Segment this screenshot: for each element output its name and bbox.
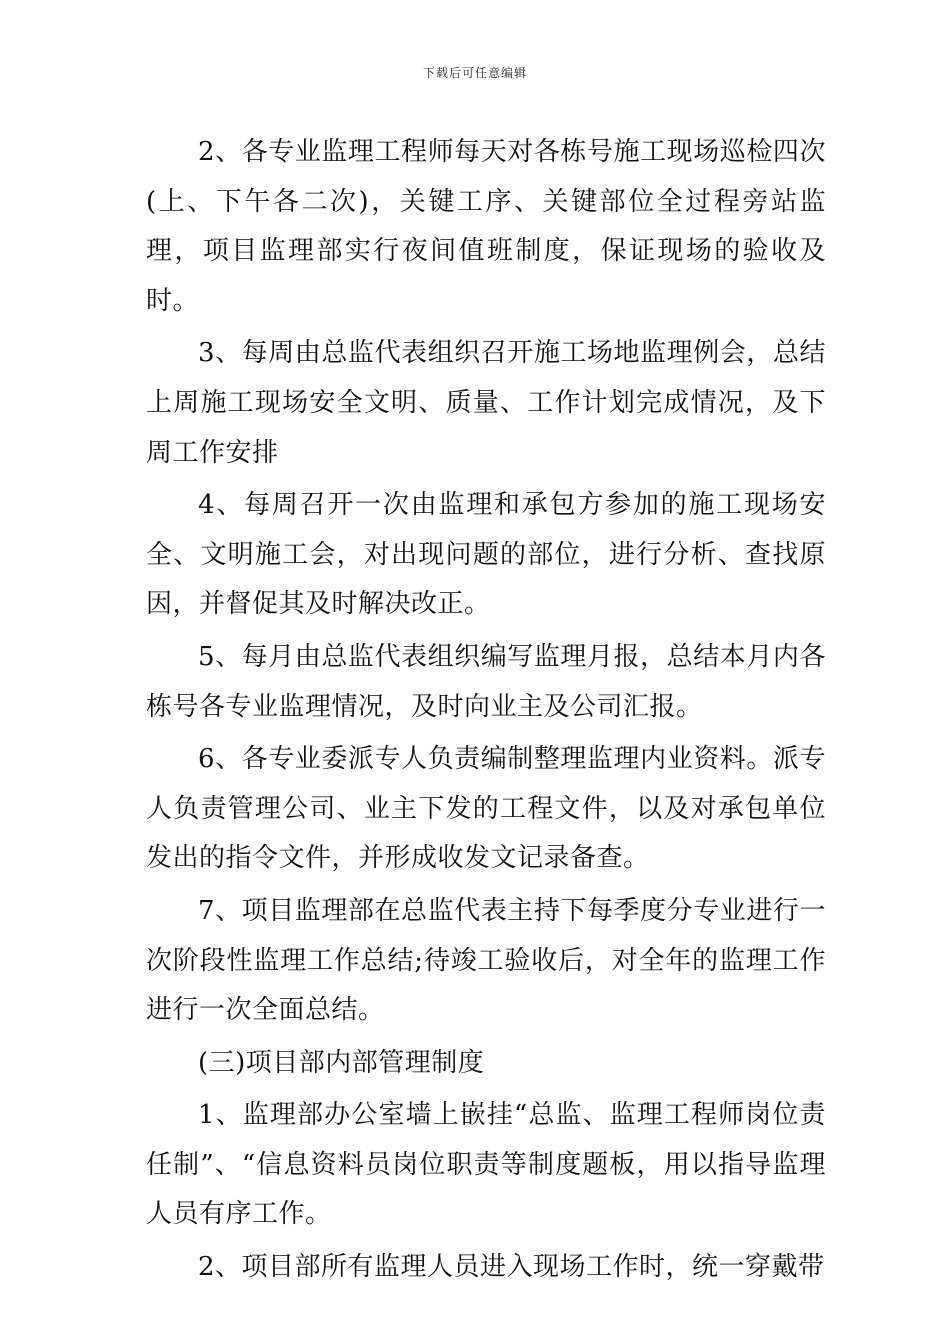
paragraph-item-4-safety-meeting: 4、每周召开一次由监理和承包方参加的施工现场安全、文明施工会，对出现问题的部位，进行分析、查找原因，并督促其及时解决改正。 [146, 490, 826, 620]
page-header: 下载后可任意编辑 [422, 66, 527, 80]
paragraph-item-2-inspection: 2、各专业监理工程师每天对各栋号施工现场巡检四次(上、下午各二次)，关键工序、关键部位全过程旁站监理，项目监理部实行夜间值班制度，保证现场的验收及时。 [146, 137, 826, 316]
document-body [146, 128, 826, 1296]
section-heading-internal-management: (三)项目部内部管理制度 [198, 1047, 485, 1078]
paragraph-item-2-site-attire: 2、项目部所有监理人员进入现场工作时，统一穿戴带 [198, 1252, 825, 1283]
paragraph-item-5-monthly-report: 5、每月由总监代表组织编写监理月报，总结本月内各栋号各专业监理情况，及时向业主及公司汇报。 [146, 641, 826, 722]
paragraph-item-1-office-boards: 1、监理部办公室墙上嵌挂“总监、监理工程师岗位责任制”、“信息资料员岗位职责等制度题板，用以指导监理人员有序工作。 [146, 1100, 826, 1230]
paragraph-item-6-documents: 6、各专业委派专人负责编制整理监理内业资料。派专人负责管理公司、业主下发的工程文件，以及对承包单位发出的指令文件，并形成收发文记录备查。 [146, 744, 826, 874]
paragraph-item-3-weekly-meeting: 3、每周由总监代表组织召开施工场地监理例会，总结上周施工现场安全文明、质量、工作计划完成情况，及下周工作安排 [146, 338, 826, 468]
paragraph-item-7-summary: 7、项目监理部在总监代表主持下每季度分专业进行一次阶段性监理工作总结;待竣工验收后，对全年的监理工作进行一次全面总结。 [146, 895, 826, 1026]
